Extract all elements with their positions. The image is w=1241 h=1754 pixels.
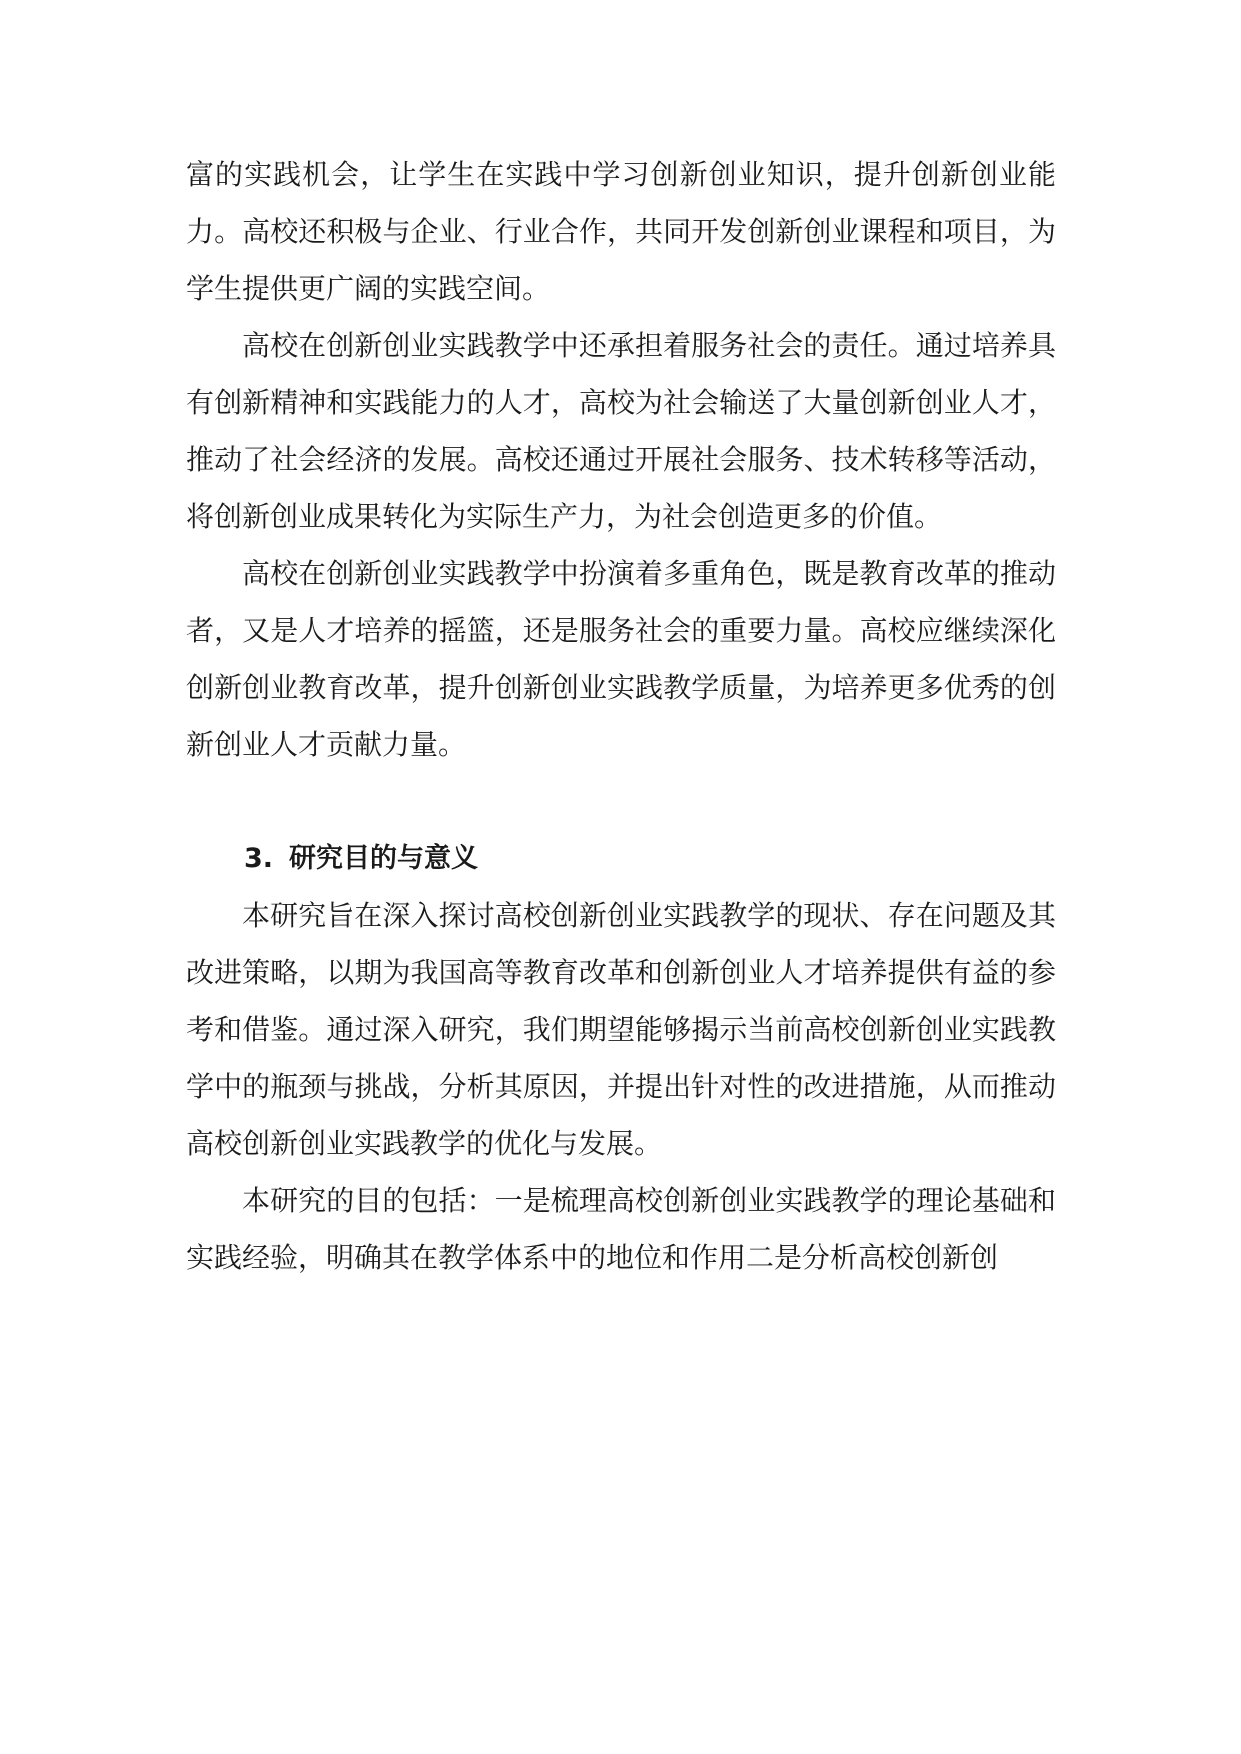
document-body: [186, 146, 1056, 1286]
section-number: 3.: [244, 843, 274, 874]
section-title: 研究目的与意义: [289, 843, 479, 874]
paragraph: 高校在创新创业实践教学中扮演着多重角色，既是教育改革的推动者，又是人才培养的摇篮，还是服务社会的重要力量。高校应继续深化创新创业教育改革，提升创新创业实践教学质量，为培养更多优秀的创新创业人才贡献力量。: [186, 557, 1056, 761]
paragraph: 本研究的目的包括：一是梳理高校创新创业实践教学的理论基础和实践经验，明确其在教学体系中的地位和作用二是分析高校创新创: [186, 1184, 1056, 1274]
paragraph-continued: 富的实践机会，让学生在实践中学习创新创业知识，提升创新创业能力。高校还积极与企业、行业合作，共同开发创新创业课程和项目，为学生提供更广阔的实践空间。: [186, 158, 1056, 305]
paragraph: 高校在创新创业实践教学中还承担着服务社会的责任。通过培养具有创新精神和实践能力的人才，高校为社会输送了大量创新创业人才，推动了社会经济的发展。高校还通过开展社会服务、技术转移等活动，将创新创业成果转化为实际生产力，为社会创造更多的价值。: [186, 329, 1056, 533]
section-heading: [186, 830, 1056, 887]
paragraph: 本研究旨在深入探讨高校创新创业实践教学的现状、存在问题及其改进策略，以期为我国高等教育改革和创新创业人才培养提供有益的参考和借鉴。通过深入研究，我们期望能够揭示当前高校创新创业实践教学中的瓶颈与挑战，分析其原因，并提出针对性的改进措施，从而推动高校创新创业实践教学的优化与发展。: [186, 899, 1056, 1160]
